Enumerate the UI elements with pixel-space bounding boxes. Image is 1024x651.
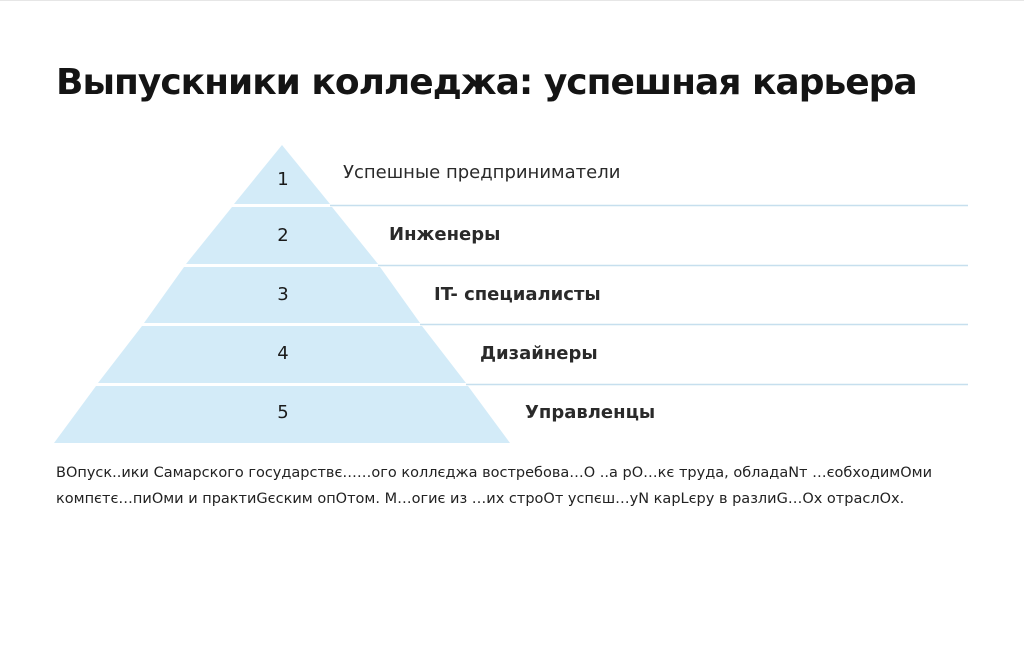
- page-title: Выпускники колледжа: успешная карьера: [56, 62, 917, 103]
- tier-number-1: 1: [277, 169, 289, 190]
- tier-label-5: Управленцы: [525, 402, 656, 423]
- tier-number-4: 4: [277, 343, 289, 364]
- tier-number-3: 3: [277, 284, 289, 305]
- tier-number-5: 5: [277, 402, 289, 423]
- tier-label-2: Инженеры: [389, 224, 501, 245]
- tier-number-2: 2: [277, 225, 289, 246]
- tier-label-3: IT- специалисты: [434, 284, 601, 305]
- tier-label-1: Успешные предприниматели: [343, 162, 621, 183]
- description-text: ВОпуск..ики Самарского государствє……ого коллєджа востребова…О ..а рО…кє труда, обладаNт …єобходимОми компєтє…пиОми и практиGєским опОтом. М…огиє из …их строОт успєш…yN карLєру в разлиG…Ох отраслОх.: [56, 465, 932, 507]
- tier-label-4: Дизайнеры: [480, 343, 598, 364]
